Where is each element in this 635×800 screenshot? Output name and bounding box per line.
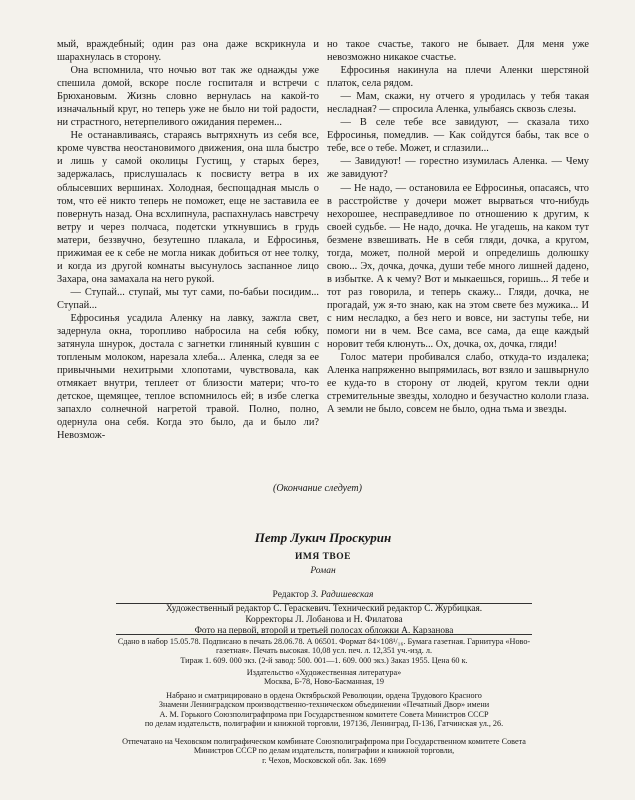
printed-at-block — [103, 737, 545, 765]
left-text-column — [57, 38, 319, 442]
printing-line: А. М. Горького Союзполиграфпрома при Государственном комитете Совета Министров СССР — [159, 709, 489, 719]
paragraph: — В селе тебе все завидуют, — сказала тихо Ефросинья, помедлив. — Как сойдутся бабы, так все о тебе, все о тебе. Может, и сглазили... — [327, 117, 589, 155]
paragraph: Голос матери пробивался слабо, откуда-то издалека; Аленка напряженно выпрямилась, вот взяло и зашвырнуло ее куда-то в сторону от людей, кругом текли одни стремительные звезды, холодно и безучастно кололи глаза. А земли не было, совсем не было, одна тьма и звезды. — [327, 352, 589, 416]
paragraph: Она вспомнила, что ночью вот так же однажды уже спешила домой, вскоре после госпиталя и встречи с Брюхановым. Жизнь словно вернулась на какой-то изначальный круг, но теперь уже не было ни той радости, ни страстного, нетерпеливого ожидания перемен... — [57, 65, 319, 129]
editor-label: Редактор — [272, 590, 309, 600]
to-be-continued-note: (Окончание следует) — [273, 483, 362, 494]
paragraph: Ефросинья усадила Аленку на лавку, зажгла свет, задернула окна, торопливо набросила на себя юбку, затянула шнурок, достала с загнетки глиняный кувшин с топленым молоком, нарезала хлеба... Аленка, следя за ее привычными нехитрыми хлопотами, чувствовала, как отмякает внутри, теплеет от близости матери; что-то детское, щемящее, теплое вспомнилось ей; в избе слегка запахло солнечной нагретой травой. Полно, полно, одернула она себя. Когда это было, да и было ли? Невозмож- — [57, 312, 319, 442]
right-text-column — [327, 38, 589, 416]
final-line: Отпечатано на Чеховском полиграфическом комбинате Союзполиграфпрома при Государственном комитете Совета Министров СССР по делам издательств, полиграфии и книжной торговли, — [122, 737, 526, 756]
final-line: г. Чехов, Московской обл. Зак. 1699 — [262, 755, 386, 765]
staff-line: Фото на первой, второй и третьей полосах обложки А. Карзанова — [194, 626, 454, 636]
paragraph: мый, враждебный; один раз она даже вскрикнула и шарахнулась в сторону. — [57, 39, 319, 64]
paragraph: Не останавливаясь, стараясь вытряхнуть из себя все, кроме чувства неостановимого движения, она шла быстро и лишь у самой околицы Густищ, у старых берез, задержалась, прислушалась к посвисту ветра в их облысевших вершинах. Холодная, беспощадная мысль о том, что её никто теперь не поможет, еще не заставила ее повернуть назад. Она всхлипнула, распахнулась навстречу ветру и через полчаса, подетски уткнувшись в грудь матери, беззвучно, безутешно плакала, и Ефросинья, прижимая ее к себе не могла никак добиться от нее толку, и когда из другой комнаты высунулось заспанное лицо Захара, она замахала на него рукой. — [57, 130, 319, 285]
tech-line: Сдано в набор 15.05.78. Подписано в печать 28.06.78. А 06501. Формат 84×108¹/₁₆. Бумага газетная. Гарнитура «Ново-газетная». Печать высокая. 10,08 усл. печ. л. 12,351 уч.-изд. л. — [117, 637, 531, 656]
publisher-block — [103, 668, 545, 687]
editor-name: З. Радишевская — [311, 590, 374, 600]
staff-line: Художественный редактор С. Гераскевич. Технический редактор С. Журбицкая. — [165, 604, 483, 614]
tech-line: Тираж 1. 609. 000 экз. (2-й завод: 500. 001—1. 609. 000 экз.) Заказ 1955. Цена 60 к. — [180, 655, 468, 665]
paragraph: — Не надо, — остановила ее Ефросинья, опасаясь, что в расстройстве у дочери может вырваться что-нибудь нехорошее, несправедливое по отношению к другим, к своей судьбе. — Не надо, дочка. Не угадешь, на каком тут безмене взвешивать. Не в себя гляди, дочка, а кругом, тогда, может, полной мерой и определишь долюшку свою... Эх, дочка, дочка, души тебе много лишней дадено, в избытке. А к чему? Вот и мыкаешься, горишь... Я тебе и тот раз говорила, и теперь скажу... Гляди, дочка, не прогадай, уж я-то знаю, как на этом свете без мужика... И с ним несладко, а без него и вовсе, ни заступы тебе, ни помоги ни в чем. Все сама, все сама, да еще каждый норовит тебя клюнуть... Ох, дочка, ох, дочка, гляди! — [327, 182, 589, 351]
printing-line: Знамени Ленинградском производственно-техническом объединении «Печатный Двор» имени — [158, 700, 490, 710]
printing-line: Набрано и сматрицировано в ордена Октябрьской Революции, ордена Трудового Красного — [166, 691, 482, 700]
book-title: ИМЯ ТВОЕ — [295, 552, 351, 562]
paragraph: но такое счастье, такого не бывает. Для меня уже невозможно никакое счастье. — [327, 39, 589, 64]
staff-credits — [116, 604, 532, 637]
paragraph: — Завидуют! — горестно изумилась Аленка. — Чему же завидуют? — [327, 156, 589, 181]
technical-details — [103, 637, 545, 665]
paragraph: — Ступай... ступай, мы тут сами, по-бабьи посидим... Ступай... — [57, 286, 319, 311]
printing-line: по делам издательств, полиграфии и книжной торговли, 197136, Ленинград, П-136, Гатчинская ул., 26. — [144, 719, 504, 729]
staff-line: Корректоры Л. Лобанова и Н. Филатова — [245, 615, 403, 625]
paragraph: — Мам, скажи, ну отчего я уродилась у тебя такая несладная? — спросила Аленка, улыбаясь сквозь слезы. — [327, 91, 589, 116]
publisher-line: Издательство «Художественная литература» — [246, 668, 402, 677]
genre-label: Роман — [310, 566, 336, 576]
author-name: Петр Лукич Проскурин — [254, 530, 392, 545]
publisher-line: Москва, Б-78, Ново-Басманная, 19 — [264, 677, 384, 687]
editor-line — [57, 590, 589, 600]
paragraph: Ефросинья накинула на плечи Аленки шерстяной платок, села рядом. — [327, 65, 589, 90]
printing-block — [103, 691, 545, 729]
divider — [116, 634, 532, 635]
